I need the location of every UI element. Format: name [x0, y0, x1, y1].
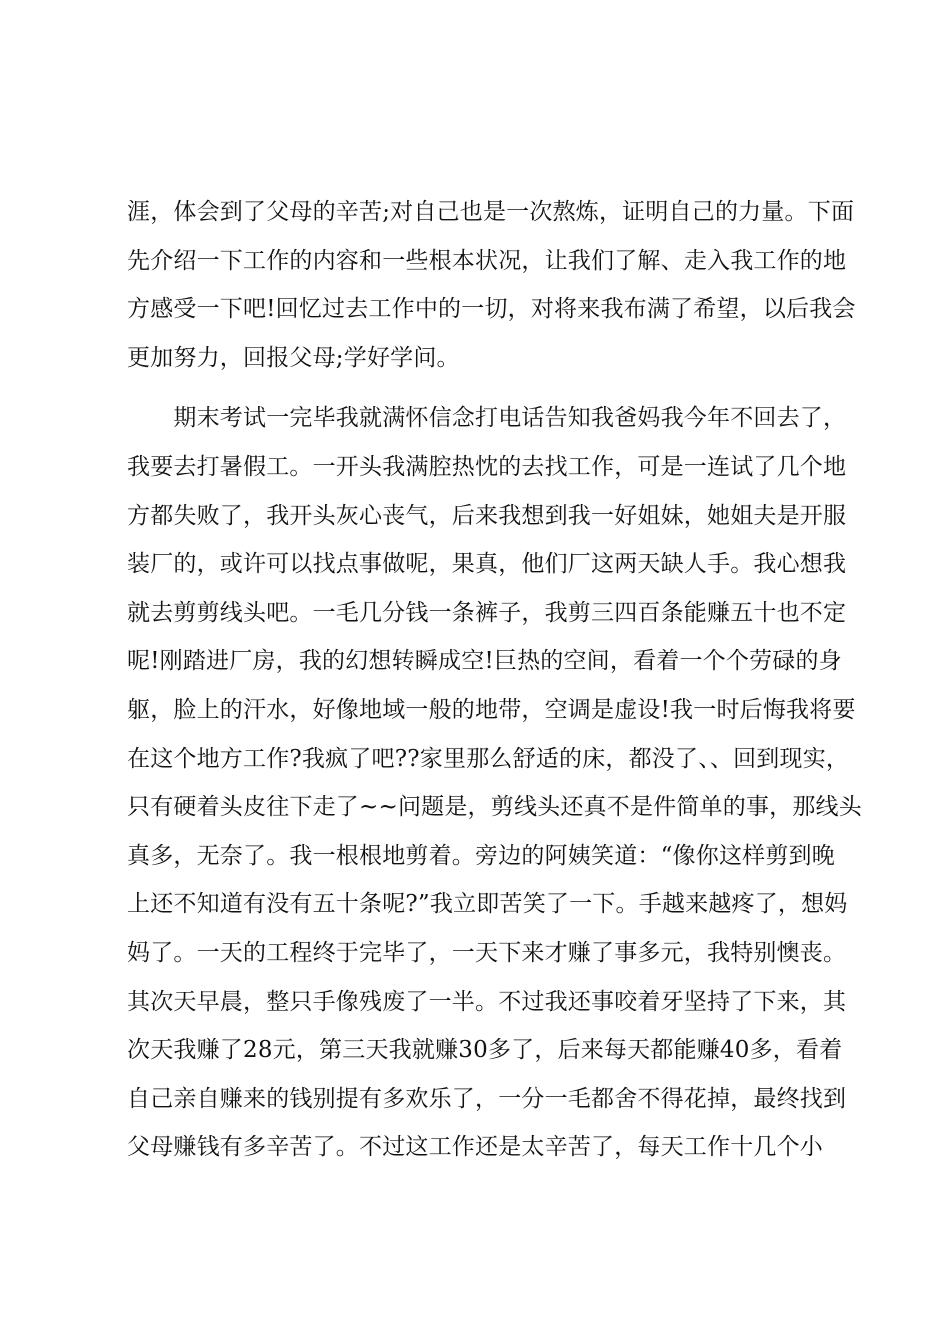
paragraph-gap [127, 382, 837, 394]
text-line: 真多，无奈了。我一根根地剪着。旁边的阿姨笑道：“像你这样剪到晚 [127, 842, 835, 869]
text-line: 上还不知道有没有五十条呢?”我立即苦笑了一下。手越来越疼了，想妈 [127, 891, 848, 918]
text-line: 装厂的，或许可以找点事做呢，果真，他们厂这两天缺人手。我心想我 [127, 551, 847, 578]
text-line: 就去剪剪线头吧。一毛几分钱一条裤子，我剪三四百条能赚五十也不定 [127, 599, 847, 626]
text-line: 在这个地方工作?我疯了吧??家里那么舒适的床，都没了、、回到现实， [127, 745, 850, 772]
text-line: 方都失败了，我开头灰心丧气，后来我想到我一好姐妹，她姐夫是开服 [127, 502, 847, 529]
text-line: 先介绍一下工作的内容和一些根本状况，让我们了解、走入我工作的地 [127, 247, 847, 274]
text-line: 躯，脸上的汗水，好像地域一般的地带，空调是虚设!我一时后悔我将要 [127, 696, 856, 723]
paragraph-1 [127, 188, 856, 382]
text-line: 呢!刚踏进厂房，我的幻想转瞬成空!巨热的空间，看着一个个劳碌的身 [127, 648, 842, 675]
text-line: 父母赚钱有多辛苦了。不过这工作还是太辛苦了，每天工作十几个小 [127, 1134, 823, 1161]
text-line: 期末考试一完毕我就满怀信念打电话告知我爸妈我今年不回去了， [127, 405, 847, 432]
text-line: 只有硬着头皮往下走了~~问题是，剪线头还真不是件简单的事，那线头 [127, 794, 862, 821]
text-line: 我要去打暑假工。一开头我满腔热忱的去找工作，可是一连试了几个地 [127, 453, 847, 480]
document-body [127, 188, 862, 1172]
text-line: 更加努力，回报父母;学好学问。 [127, 344, 460, 371]
text-line: 次天我赚了28元，第三天我就赚30多了，后来每天都能赚40多，看着 [127, 1037, 843, 1064]
text-line: 方感受一下吧!回忆过去工作中的一切，对将来我布满了希望，以后我会 [127, 296, 856, 323]
text-line: 妈了。一天的工程终于完毕了，一天下来才赚了事多元，我特别懊丧。 [127, 939, 847, 966]
text-line: 其次天早晨，整只手像残废了一半。不过我还事咬着牙坚持了下来，其 [127, 988, 847, 1015]
text-line: 涯，体会到了父母的辛苦;对自己也是一次熬炼，证明自己的力量。下面 [127, 199, 855, 225]
text-line: 自己亲自赚来的钱别提有多欢乐了，一分一毛都舍不得花掉，最终找到 [127, 1085, 847, 1112]
paragraph-2 [127, 394, 862, 1172]
